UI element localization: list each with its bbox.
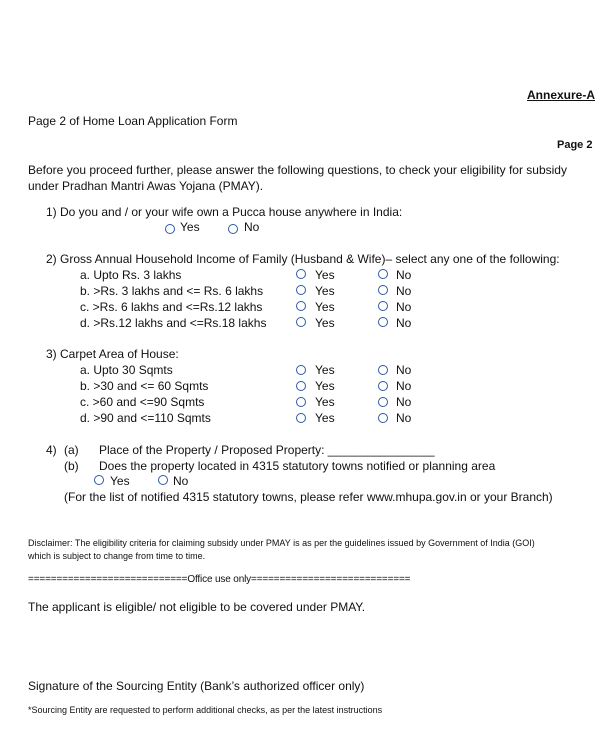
q4-note: (For the list of notified 4315 statutory towns, please refer www.mhupa.gov.in or your Branch) — [64, 490, 553, 504]
q1-yes-label: Yes — [180, 220, 200, 234]
q3-a-yes-radio[interactable] — [296, 365, 306, 375]
eligibility-statement: The applicant is eligible/ not eligible to be covered under PMAY. — [28, 600, 366, 614]
q2-option-a: a. Upto Rs. 3 lakhs — [80, 268, 182, 282]
question-4-number: 4) — [46, 443, 57, 457]
q3-d-yes-label: Yes — [315, 411, 335, 425]
q3-d-yes-radio[interactable] — [296, 413, 306, 423]
q2-b-no-label: No — [396, 284, 412, 298]
q1-yes-radio[interactable] — [165, 224, 175, 234]
q3-option-c: c. >60 and <=90 Sqmts — [80, 395, 205, 409]
footer-note: *Sourcing Entity are requested to perform additional checks, as per the latest instructions — [28, 705, 383, 715]
question-1: 1) Do you and / or your wife own a Pucca house anywhere in India: — [46, 205, 403, 219]
q1-no-label: No — [244, 220, 260, 234]
signature-line: Signature of the Sourcing Entity (Bank’s authorized officer only) — [28, 679, 365, 693]
q2-option-d: d. >Rs.12 lakhs and <=Rs.18 lakhs — [80, 316, 267, 330]
intro-line-2: under Pradhan Mantri Awas Yojana (PMAY). — [28, 179, 264, 193]
q2-a-no-label: No — [396, 268, 412, 282]
form-title: Page 2 of Home Loan Application Form — [28, 114, 238, 128]
q2-c-yes-label: Yes — [315, 300, 335, 314]
q2-a-yes-radio[interactable] — [296, 269, 306, 279]
q3-d-no-radio[interactable] — [378, 413, 388, 423]
question-4b-text: Does the property located in 4315 statutory towns notified or planning area — [99, 459, 496, 473]
q2-option-b: b. >Rs. 3 lakhs and <= Rs. 6 lakhs — [80, 284, 264, 298]
office-use-divider: ============================Office use only============================ — [28, 574, 411, 585]
q3-c-yes-label: Yes — [315, 395, 335, 409]
q2-c-no-label: No — [396, 300, 412, 314]
q3-b-yes-label: Yes — [315, 379, 335, 393]
q3-option-b: b. >30 and <= 60 Sqmts — [80, 379, 209, 393]
q3-a-yes-label: Yes — [315, 363, 335, 377]
page-label: Page 2 — [557, 139, 593, 151]
disclaimer-line-2: which is subject to change from time to time. — [28, 551, 206, 561]
q2-c-no-radio[interactable] — [378, 301, 388, 311]
question-4a-label: (a) — [64, 443, 79, 457]
q4-no-radio[interactable] — [158, 475, 168, 485]
q3-c-no-label: No — [396, 395, 412, 409]
q3-option-a: a. Upto 30 Sqmts — [80, 363, 173, 377]
q2-d-no-radio[interactable] — [378, 317, 388, 327]
q2-b-no-radio[interactable] — [378, 285, 388, 295]
q3-c-yes-radio[interactable] — [296, 397, 306, 407]
q2-b-yes-label: Yes — [315, 284, 335, 298]
q2-c-yes-radio[interactable] — [296, 301, 306, 311]
q4-no-label: No — [173, 474, 189, 488]
q2-b-yes-radio[interactable] — [296, 285, 306, 295]
q4-yes-radio[interactable] — [94, 475, 104, 485]
q2-a-no-radio[interactable] — [378, 269, 388, 279]
q3-option-d: d. >90 and <=110 Sqmts — [80, 411, 211, 425]
question-2: 2) Gross Annual Household Income of Family (Husband & Wife)– select any one of the following: — [46, 252, 560, 266]
q2-d-no-label: No — [396, 316, 412, 330]
q1-no-radio[interactable] — [228, 224, 238, 234]
q3-a-no-label: No — [396, 363, 412, 377]
q2-d-yes-label: Yes — [315, 316, 335, 330]
question-3: 3) Carpet Area of House: — [46, 347, 179, 361]
q2-a-yes-label: Yes — [315, 268, 335, 282]
q2-option-c: c. >Rs. 6 lakhs and <=Rs.12 lakhs — [80, 300, 263, 314]
disclaimer-line-1: Disclaimer: The eligibility criteria for claiming subsidy under PMAY is as per the guidelines issued by Government of India (GOI) — [28, 538, 535, 548]
q3-a-no-radio[interactable] — [378, 365, 388, 375]
q3-c-no-radio[interactable] — [378, 397, 388, 407]
q3-b-no-label: No — [396, 379, 412, 393]
question-4b-label: (b) — [64, 459, 79, 473]
q3-d-no-label: No — [396, 411, 412, 425]
question-4a-text: Place of the Property / Proposed Property: ________________ — [99, 443, 435, 457]
q3-b-no-radio[interactable] — [378, 381, 388, 391]
q2-d-yes-radio[interactable] — [296, 317, 306, 327]
q4-yes-label: Yes — [110, 474, 130, 488]
intro-line-1: Before you proceed further, please answer the following questions, to check your eligibility for subsidy — [28, 163, 567, 177]
q3-b-yes-radio[interactable] — [296, 381, 306, 391]
annexure-label: Annexure-A — [527, 88, 596, 102]
